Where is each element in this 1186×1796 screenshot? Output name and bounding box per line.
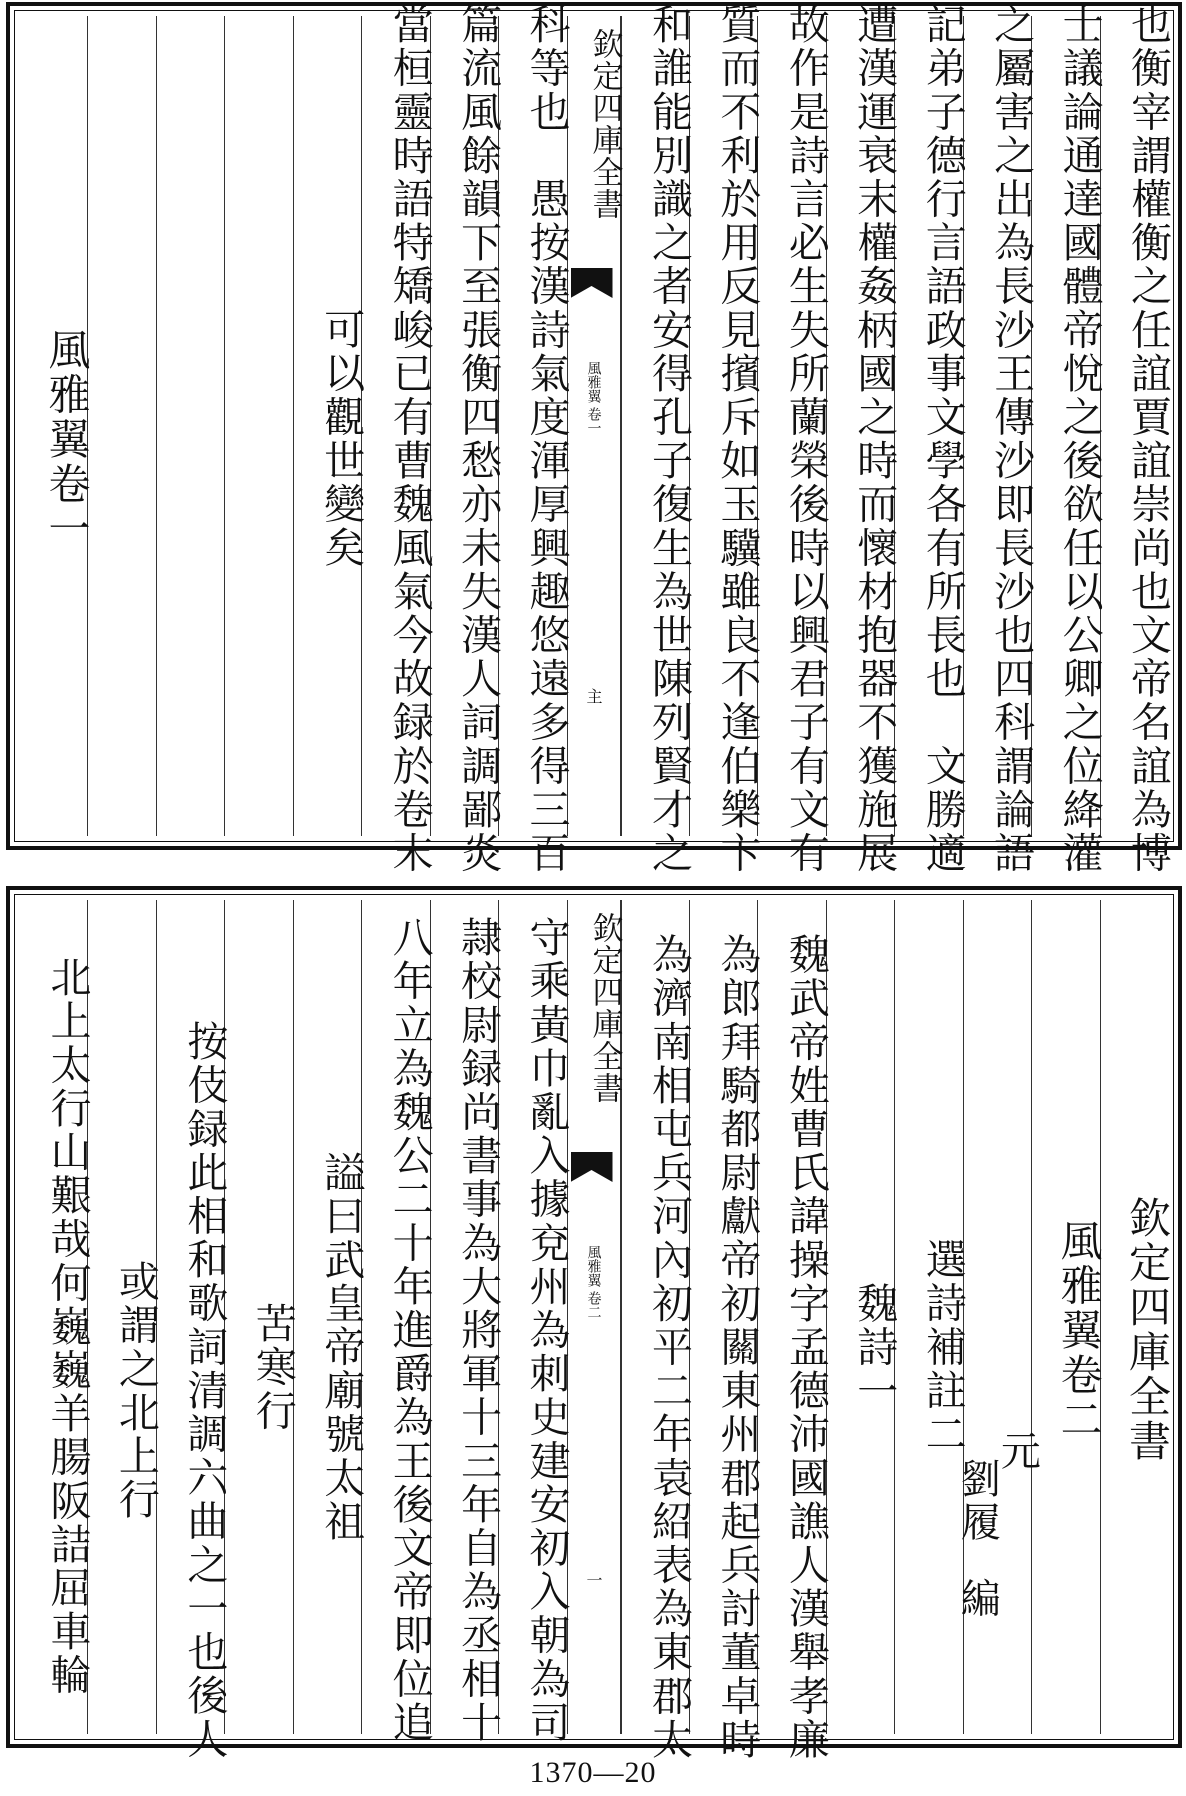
column-text: 風雅翼卷二 <box>1054 1218 1104 1442</box>
volume-end-heading <box>20 16 92 836</box>
column-text: 之屬害之出為長沙王傳沙即長沙也四科謂論語 <box>987 3 1036 875</box>
column-text: 欽定四庫全書 <box>1123 1196 1172 1464</box>
column-text: 八年立為魏公二十年進爵為王後文帝即位追 <box>385 915 434 1745</box>
column-text: 質而不利於用反見擯斥如玉驥雖良不逢伯樂卞 <box>713 3 762 875</box>
gutter-book-info <box>587 1245 601 1319</box>
column-text: 科等也 愚按漢詩氣度渾厚興趣悠遠多得三百 <box>522 3 571 875</box>
text-column <box>621 900 693 1762</box>
text-column <box>689 900 762 1762</box>
page-footer-number: 1370—20 <box>529 1756 657 1789</box>
text-column <box>361 900 434 1745</box>
text-column <box>826 3 899 875</box>
column-text: 當桓靈時語特矯峻已有曹魏風氣今故録於卷末 <box>385 3 434 875</box>
column-text: 士議論通達國體帝悅之後欲任以公卿之位絳灌 <box>1055 3 1104 875</box>
text-column <box>1100 3 1172 875</box>
text-column <box>293 16 366 836</box>
column-text: 隷校尉録尚書事為大將軍十三年自為丞相十 <box>454 915 503 1745</box>
gutter-title: 欽定四庫全書 <box>586 912 623 1104</box>
text-column <box>430 900 503 1745</box>
column-text: 可以觀世變矣 <box>317 308 366 570</box>
center-gutter <box>567 16 621 836</box>
column-text: 守乘黃巾亂入據兗州為刺史建安初入朝為司 <box>522 915 571 1745</box>
gutter-title: 欽定四庫全書 <box>586 28 623 220</box>
text-column <box>87 900 160 1734</box>
gutter-folio: 主 <box>584 688 603 704</box>
text-column <box>826 900 899 1734</box>
column-grid <box>20 900 1172 1762</box>
column-text: 選詩補註二 <box>918 1238 967 1456</box>
column-text: 魏詩一 <box>850 1281 899 1413</box>
text-column <box>361 3 434 875</box>
column-text: 為郎拜騎都尉獻帝初關東州郡起兵討董卓時 <box>713 932 762 1762</box>
column-text: 或謂之北上行 <box>111 1260 160 1522</box>
text-column <box>894 900 967 1734</box>
text-column <box>757 900 830 1762</box>
text-column <box>430 3 503 875</box>
text-column <box>1031 3 1104 875</box>
column-text: 也衡宰謂權衡之任誼賈誼崇尚也文帝名誼為博 <box>1124 3 1172 875</box>
gutter-volume: 卷二 <box>585 1291 602 1319</box>
gutter-book-info <box>587 361 601 435</box>
column-text: 按伎録此相和歌詞清調六曲之一也後人 <box>180 1020 229 1762</box>
author-name: 劉履 <box>954 1458 1001 1544</box>
column-text: 北上太行山艱哉何巍巍羊腸阪詰屈車輪 <box>43 956 92 1698</box>
column-text: 魏武帝姓曹氏諱操字孟德沛國譙人漢舉孝廉 <box>781 932 830 1762</box>
author-role: 編 <box>954 1577 1001 1620</box>
column-text: 和誰能別識之者安得孔子復生為世陳列賢才之 <box>644 3 693 875</box>
column-text: 故作是詩言必生失所蘭榮後時以興君子有文有 <box>781 3 830 875</box>
fishtail-mark-icon <box>571 268 613 298</box>
book-title-column <box>1100 900 1172 1734</box>
gutter-book-title: 風雅翼 <box>585 1245 602 1287</box>
text-column <box>894 3 967 875</box>
column-text: 苦寒行 <box>248 1301 297 1433</box>
column-text: 風雅翼卷一 <box>42 327 92 551</box>
author-column <box>954 900 1041 1734</box>
author-credit <box>954 1430 1041 1620</box>
fishtail-mark-icon <box>571 1152 613 1182</box>
column-text: 遭漢運衰末權姦柄國之時而懷材抱器不獲施展 <box>850 3 899 875</box>
gutter-folio: 一 <box>584 1572 603 1588</box>
poem-title-column <box>224 900 297 1734</box>
page-top <box>6 2 1182 875</box>
text-column <box>293 900 366 1734</box>
volume-title-column <box>1031 900 1104 1734</box>
text-column <box>498 3 571 875</box>
text-column <box>87 16 155 836</box>
gutter-book-title: 風雅翼 <box>585 361 602 403</box>
text-column <box>757 3 830 875</box>
text-column <box>498 900 571 1745</box>
gutter-volume: 卷一 <box>585 407 602 435</box>
center-gutter <box>567 900 621 1734</box>
text-column <box>156 16 224 836</box>
column-text: 篇流風餘韻下至張衡四愁亦未失漢人詞調鄙炎 <box>454 3 503 875</box>
page-bottom <box>6 886 1182 1762</box>
column-text: 記弟子德行言語政事文學各有所長也 文勝適 <box>918 3 967 875</box>
text-column <box>621 3 693 875</box>
author-dynasty: 元 <box>994 1430 1041 1473</box>
text-column <box>963 3 1036 875</box>
column-text: 謚曰武皇帝廟號太祖 <box>317 1150 366 1544</box>
column-text: 為濟南相屯兵河內初平二年袁紹表為東郡太 <box>644 932 693 1762</box>
poem-line-column <box>20 900 92 1734</box>
text-column <box>224 16 292 836</box>
column-grid <box>20 3 1172 875</box>
text-column <box>689 3 762 875</box>
text-column <box>156 900 229 1762</box>
